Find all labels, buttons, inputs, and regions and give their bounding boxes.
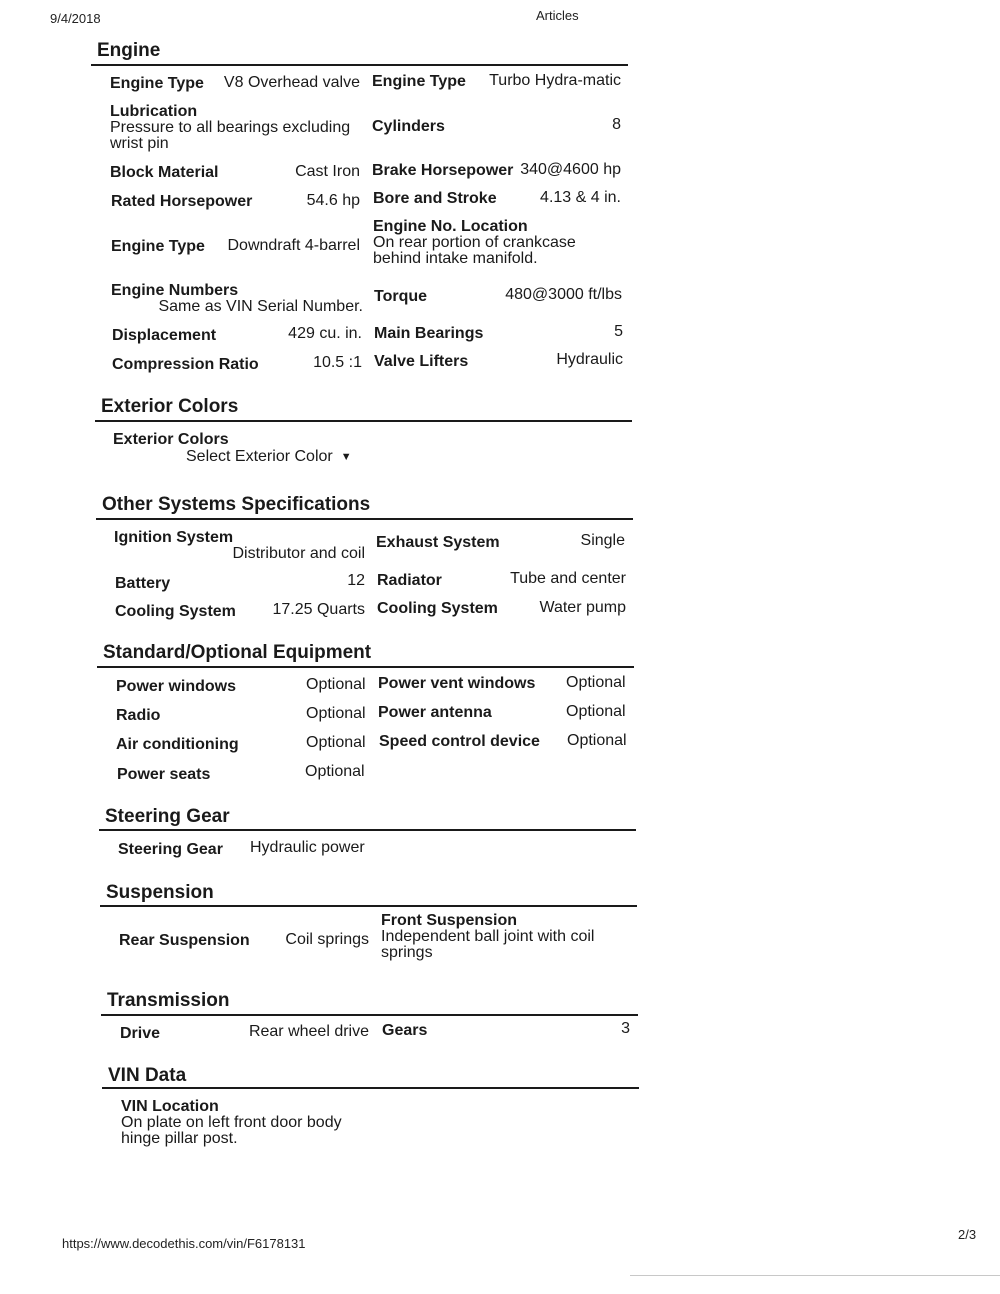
value-main-bearings: 5: [614, 323, 623, 340]
value-steering-gear: Hydraulic power: [250, 839, 365, 856]
value-power-vent-windows: Optional: [566, 674, 626, 691]
label-front-suspension: Front Suspension: [381, 912, 517, 929]
section-title-engine: Engine: [97, 40, 161, 61]
section-divider: [95, 420, 632, 422]
value-power-windows: Optional: [306, 676, 366, 693]
value-brake-horsepower: 340@4600 hp: [520, 161, 621, 178]
label-cooling-system-2: Cooling System: [377, 600, 498, 617]
value-exhaust-system: Single: [580, 532, 625, 549]
value-speed-control-device: Optional: [567, 732, 627, 749]
label-main-bearings: Main Bearings: [374, 325, 484, 342]
field-lubrication: [110, 104, 370, 152]
value-engine-type-2: Turbo Hydra-matic: [489, 72, 621, 89]
label-engine-no-location: Engine No. Location: [373, 218, 528, 235]
value-lubrication: Pressure to all bearings excluding wrist pin: [110, 119, 351, 152]
value-engine-numbers: Same as VIN Serial Number.: [158, 298, 363, 315]
label-radiator: Radiator: [377, 572, 442, 589]
section-divider: [99, 829, 636, 831]
label-radio: Radio: [116, 707, 161, 724]
field-engine-no-location: [373, 219, 633, 267]
value-vin-location: On plate on left front door body hinge pillar post.: [121, 1114, 342, 1147]
value-cylinders: 8: [612, 116, 621, 133]
section-title-transmission: Transmission: [107, 990, 230, 1011]
page-number: 2/3: [958, 1227, 977, 1242]
section-divider: [97, 666, 634, 668]
label-block-material: Block Material: [110, 164, 219, 181]
field-front-suspension: [381, 913, 636, 961]
label-lubrication: Lubrication: [110, 103, 198, 120]
value-power-antenna: Optional: [566, 703, 626, 720]
label-steering-gear: Steering Gear: [118, 841, 223, 858]
label-rated-horsepower: Rated Horsepower: [111, 193, 253, 210]
value-bore-and-stroke: 4.13 & 4 in.: [540, 189, 621, 206]
value-ignition-system: Distributor and coil: [232, 545, 365, 562]
value-drive: Rear wheel drive: [248, 1023, 369, 1040]
value-radio: Optional: [306, 705, 366, 722]
label-drive: Drive: [120, 1025, 161, 1042]
value-rated-horsepower: 54.6 hp: [306, 192, 360, 209]
label-ignition-system: Ignition System: [114, 529, 234, 546]
section-divider: [102, 1087, 639, 1089]
label-vin-location: VIN Location: [121, 1098, 219, 1115]
label-displacement: Displacement: [112, 327, 217, 344]
label-power-windows: Power windows: [116, 678, 237, 695]
label-air-conditioning: Air conditioning: [116, 736, 239, 753]
section-title-other-systems: Other Systems Specifications: [102, 494, 371, 515]
value-compression-ratio: 10.5 :1: [313, 354, 362, 371]
value-gears: 3: [621, 1020, 630, 1037]
label-engine-numbers: Engine Numbers: [111, 282, 239, 299]
value-engine-type-3: Downdraft 4-barrel: [227, 237, 360, 254]
exterior-color-select[interactable]: [186, 448, 352, 466]
label-power-vent-windows: Power vent windows: [378, 675, 536, 692]
label-valve-lifters: Valve Lifters: [374, 353, 469, 370]
label-bore-and-stroke: Bore and Stroke: [373, 190, 497, 207]
value-battery: 12: [347, 572, 365, 589]
caret-down-icon: ▼: [340, 450, 352, 463]
label-engine-type-3: Engine Type: [111, 238, 205, 255]
page-header-title: Articles: [536, 8, 579, 23]
label-cylinders: Cylinders: [372, 118, 445, 135]
section-title-suspension: Suspension: [106, 882, 214, 903]
section-divider: [96, 518, 633, 520]
label-speed-control-device: Speed control device: [379, 733, 540, 750]
value-cooling-system: 17.25 Quarts: [272, 601, 365, 618]
value-front-suspension: Independent ball joint with coil springs: [381, 928, 595, 961]
label-brake-horsepower: Brake Horsepower: [372, 162, 514, 179]
value-engine-no-location: On rear portion of crankcase behind intake manifold.: [373, 234, 576, 267]
page-url: https://www.decodethis.com/vin/F6178131: [62, 1236, 306, 1251]
label-cooling-system: Cooling System: [115, 603, 236, 620]
value-cooling-system-2: Water pump: [539, 599, 626, 616]
label-power-antenna: Power antenna: [378, 704, 492, 721]
value-torque: 480@3000 ft/lbs: [505, 286, 622, 303]
label-battery: Battery: [115, 575, 171, 592]
label-exterior-colors: Exterior Colors: [113, 431, 229, 448]
section-divider: [101, 1014, 638, 1016]
field-vin-location: [121, 1099, 381, 1147]
value-engine-type: V8 Overhead valve: [223, 74, 360, 91]
section-title-vin-data: VIN Data: [108, 1065, 187, 1086]
value-valve-lifters: Hydraulic: [556, 351, 623, 368]
field-engine-numbers: [111, 283, 363, 315]
value-power-seats: Optional: [305, 763, 365, 780]
label-torque: Torque: [374, 288, 428, 305]
label-compression-ratio: Compression Ratio: [112, 356, 259, 373]
label-gears: Gears: [382, 1022, 428, 1039]
section-divider: [100, 905, 637, 907]
label-engine-type-2: Engine Type: [372, 73, 466, 90]
label-power-seats: Power seats: [117, 766, 211, 783]
value-block-material: Cast Iron: [295, 163, 360, 180]
section-title-equipment: Standard/Optional Equipment: [103, 642, 372, 663]
section-title-exterior-colors: Exterior Colors: [101, 396, 239, 417]
exterior-color-select-value: Select Exterior Color: [186, 448, 333, 465]
label-engine-type: Engine Type: [110, 75, 204, 92]
scan-artifact-line: [630, 1275, 1000, 1276]
value-air-conditioning: Optional: [306, 734, 366, 751]
label-rear-suspension: Rear Suspension: [119, 932, 250, 949]
value-displacement: 429 cu. in.: [288, 325, 362, 342]
print-date: 9/4/2018: [50, 11, 101, 26]
section-divider: [91, 64, 628, 66]
label-exhaust-system: Exhaust System: [376, 534, 500, 551]
value-radiator: Tube and center: [510, 570, 626, 587]
value-rear-suspension: Coil springs: [285, 931, 369, 948]
section-title-steering-gear: Steering Gear: [105, 806, 230, 827]
field-ignition-system: [114, 530, 365, 562]
